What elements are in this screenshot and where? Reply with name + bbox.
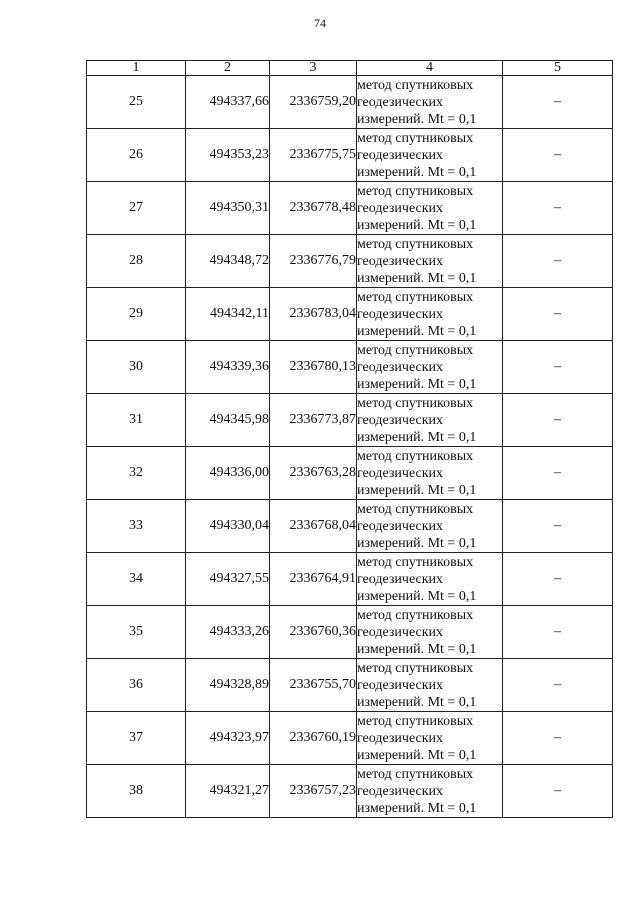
table-row [87,659,613,712]
method-line: метод спутниковых [357,501,474,517]
method-line: геодезических [357,518,444,534]
note-cell: – [503,182,613,235]
point-number-cell: 29 [87,288,186,341]
table-body [87,76,613,818]
point-number-cell: 31 [87,394,186,447]
y-coordinate-cell: 2336780,13 [270,341,357,394]
table-row [87,394,613,447]
method-line: измерений. Mt = 0,1 [357,429,477,445]
x-coordinate-cell: 494345,98 [186,394,270,447]
y-coordinate-cell: 2336773,87 [270,394,357,447]
method-cell [357,712,503,765]
method-cell [357,447,503,500]
point-number-cell: 26 [87,129,186,182]
point-number-cell: 36 [87,659,186,712]
x-coordinate-cell: 494348,72 [186,235,270,288]
method-line: измерений. Mt = 0,1 [357,164,477,180]
header-col-5: 5 [503,61,613,76]
method-line: измерений. Mt = 0,1 [357,588,477,604]
point-number-cell: 38 [87,765,186,818]
note-cell: – [503,235,613,288]
method-line: геодезических [357,306,444,322]
x-coordinate-cell: 494336,00 [186,447,270,500]
method-line: измерений. Mt = 0,1 [357,270,477,286]
method-line: геодезических [357,147,444,163]
y-coordinate-cell: 2336763,28 [270,447,357,500]
y-coordinate-cell: 2336759,20 [270,76,357,129]
method-cell [357,341,503,394]
method-line: метод спутниковых [357,607,474,623]
method-line: геодезических [357,677,444,693]
method-line: метод спутниковых [357,713,474,729]
method-line: метод спутниковых [357,289,474,305]
method-line: метод спутниковых [357,130,474,146]
method-line: геодезических [357,200,444,216]
point-number-cell: 30 [87,341,186,394]
method-line: геодезических [357,730,444,746]
point-number-cell: 28 [87,235,186,288]
y-coordinate-cell: 2336764,91 [270,553,357,606]
x-coordinate-cell: 494353,23 [186,129,270,182]
table-row [87,765,613,818]
note-cell: – [503,76,613,129]
table-row [87,447,613,500]
note-cell: – [503,606,613,659]
table-row [87,341,613,394]
method-cell [357,394,503,447]
y-coordinate-cell: 2336775,75 [270,129,357,182]
header-col-2: 2 [186,61,270,76]
x-coordinate-cell: 494323,97 [186,712,270,765]
method-line: метод спутниковых [357,554,474,570]
x-coordinate-cell: 494321,27 [186,765,270,818]
header-col-4: 4 [357,61,503,76]
note-cell: – [503,553,613,606]
point-number-cell: 37 [87,712,186,765]
method-line: геодезических [357,624,444,640]
table-header [87,61,613,76]
note-cell: – [503,394,613,447]
note-cell: – [503,659,613,712]
point-number-cell: 25 [87,76,186,129]
method-line: метод спутниковых [357,448,474,464]
table-row [87,288,613,341]
method-line: геодезических [357,253,444,269]
method-line: измерений. Mt = 0,1 [357,376,477,392]
note-cell: – [503,447,613,500]
method-cell [357,500,503,553]
point-number-cell: 27 [87,182,186,235]
method-line: геодезических [357,94,444,110]
method-line: метод спутниковых [357,660,474,676]
x-coordinate-cell: 494330,04 [186,500,270,553]
y-coordinate-cell: 2336783,04 [270,288,357,341]
note-cell: – [503,712,613,765]
x-coordinate-cell: 494342,11 [186,288,270,341]
y-coordinate-cell: 2336778,48 [270,182,357,235]
method-line: геодезических [357,783,444,799]
method-cell [357,553,503,606]
y-coordinate-cell: 2336755,70 [270,659,357,712]
note-cell: – [503,129,613,182]
header-row [87,61,613,76]
note-cell: – [503,341,613,394]
y-coordinate-cell: 2336776,79 [270,235,357,288]
method-line: измерений. Mt = 0,1 [357,694,477,710]
method-line: метод спутниковых [357,395,474,411]
method-line: измерений. Mt = 0,1 [357,482,477,498]
method-line: измерений. Mt = 0,1 [357,217,477,233]
point-number-cell: 32 [87,447,186,500]
table-row [87,606,613,659]
method-line: метод спутниковых [357,183,474,199]
method-line: измерений. Mt = 0,1 [357,800,477,816]
point-number-cell: 34 [87,553,186,606]
y-coordinate-cell: 2336760,19 [270,712,357,765]
method-line: измерений. Mt = 0,1 [357,747,477,763]
point-number-cell: 33 [87,500,186,553]
method-line: геодезических [357,359,444,375]
x-coordinate-cell: 494333,26 [186,606,270,659]
method-cell [357,235,503,288]
method-line: измерений. Mt = 0,1 [357,641,477,657]
table-row [87,500,613,553]
method-cell [357,606,503,659]
method-cell [357,765,503,818]
table-row [87,553,613,606]
x-coordinate-cell: 494339,36 [186,341,270,394]
method-line: метод спутниковых [357,766,474,782]
coordinates-table [86,60,613,818]
method-line: геодезических [357,465,444,481]
method-line: метод спутниковых [357,342,474,358]
table-row [87,129,613,182]
x-coordinate-cell: 494327,55 [186,553,270,606]
y-coordinate-cell: 2336768,04 [270,500,357,553]
method-line: измерений. Mt = 0,1 [357,535,477,551]
method-line: измерений. Mt = 0,1 [357,111,477,127]
x-coordinate-cell: 494328,89 [186,659,270,712]
method-cell [357,288,503,341]
method-line: геодезических [357,571,444,587]
y-coordinate-cell: 2336757,23 [270,765,357,818]
method-line: метод спутниковых [357,77,474,93]
method-line: метод спутниковых [357,236,474,252]
table-row [87,76,613,129]
method-line: измерений. Mt = 0,1 [357,323,477,339]
method-cell [357,76,503,129]
method-cell [357,129,503,182]
header-col-1: 1 [87,61,186,76]
table-row [87,235,613,288]
method-cell [357,659,503,712]
table-row [87,182,613,235]
note-cell: – [503,765,613,818]
x-coordinate-cell: 494337,66 [186,76,270,129]
method-line: геодезических [357,412,444,428]
header-col-3: 3 [270,61,357,76]
x-coordinate-cell: 494350,31 [186,182,270,235]
page-number: 74 [314,16,326,30]
note-cell: – [503,288,613,341]
table-row [87,712,613,765]
point-number-cell: 35 [87,606,186,659]
note-cell: – [503,500,613,553]
y-coordinate-cell: 2336760,36 [270,606,357,659]
method-cell [357,182,503,235]
